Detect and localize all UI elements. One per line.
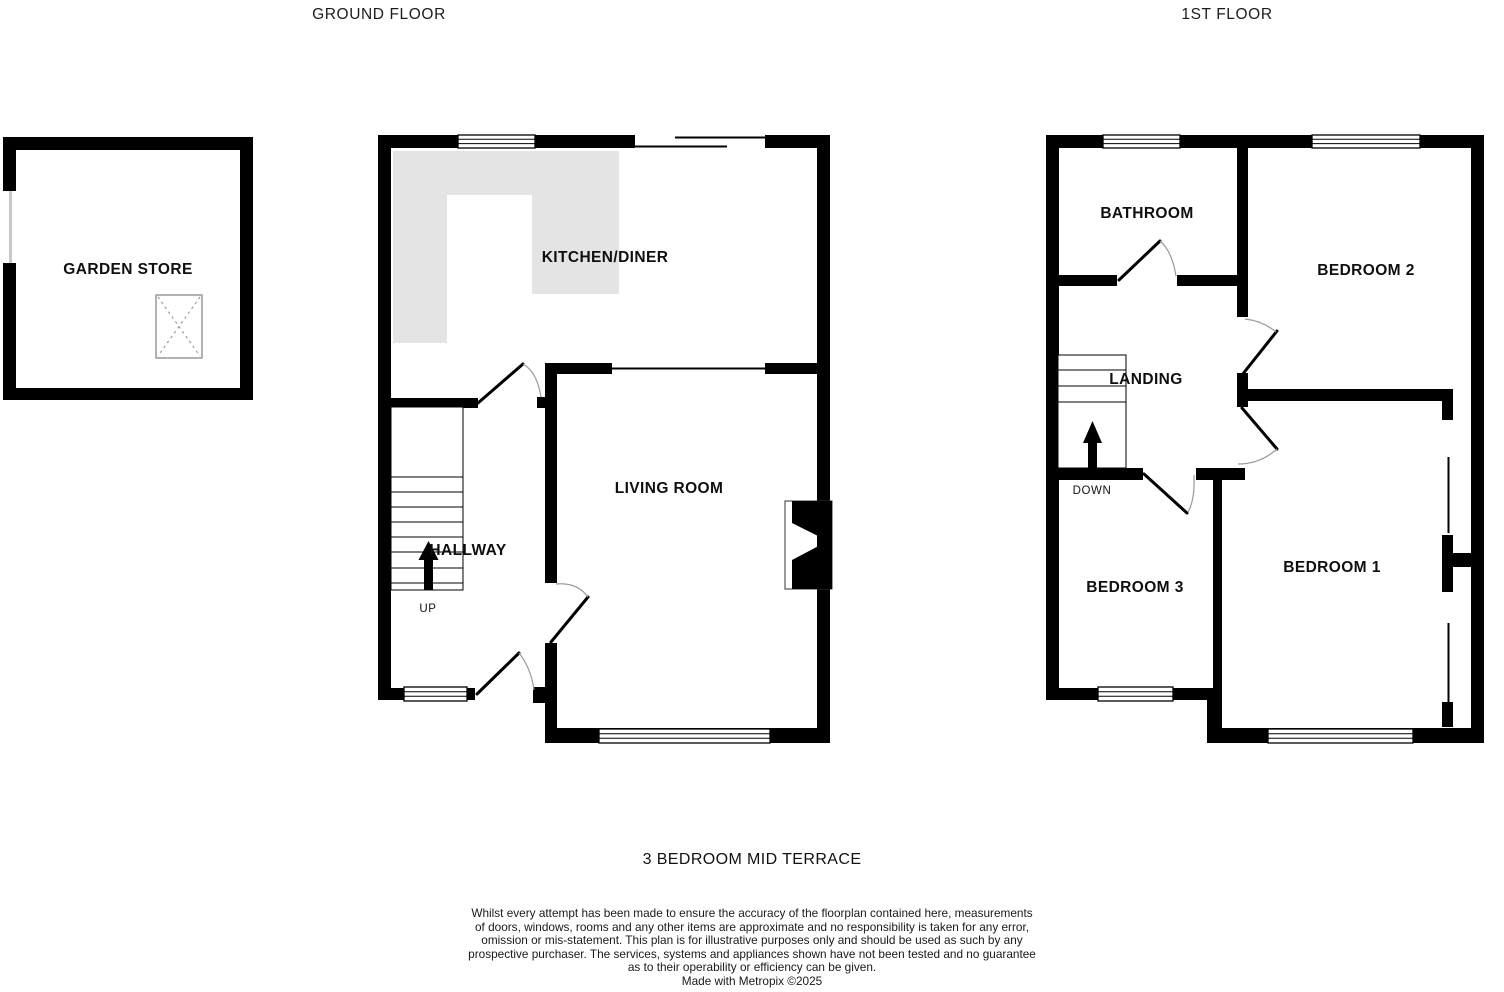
room-label-kitchen-diner: KITCHEN/DINER: [541, 249, 669, 266]
bedroom2-door-arc: [1245, 319, 1276, 332]
room-label-landing: LANDING: [1109, 371, 1183, 388]
wall: [533, 687, 557, 703]
bedroom1-door-arc: [1238, 449, 1277, 464]
wall: [817, 135, 830, 743]
wall: [3, 137, 253, 150]
disclaimer-line: Whilst every attempt has been made to ensure the accuracy of the floorplan contained here, measurements: [471, 906, 1033, 920]
wall: [378, 135, 458, 148]
room-label-living-room: LIVING ROOM: [614, 480, 724, 497]
room-label-bedroom3: BEDROOM 3: [1086, 579, 1184, 596]
wall: [765, 363, 830, 374]
down-arrow: [1088, 442, 1097, 470]
window: [599, 729, 770, 743]
window: [1103, 135, 1180, 148]
wall: [535, 135, 635, 148]
living-room-door-leaf: [551, 597, 588, 642]
bedroom3-door-leaf: [1144, 474, 1187, 513]
metropix-credit: Made with Metropix ©2025: [681, 973, 823, 988]
bathroom-door-arc: [1160, 241, 1176, 276]
disclaimer-text: [0, 907, 1504, 989]
up-label: UP: [419, 603, 437, 615]
wall: [1046, 135, 1059, 700]
wall: [1213, 480, 1222, 688]
front-door-leaf: [477, 653, 519, 694]
bedroom1-door-leaf: [1242, 408, 1277, 449]
down-label: DOWN: [1072, 485, 1112, 497]
ground-floor-plan: [378, 135, 832, 743]
ground-floor-title: GROUND FLOOR: [312, 6, 446, 23]
fireplace: [785, 501, 832, 589]
wall: [467, 688, 475, 700]
room-label-hallway: HALLWAY: [429, 542, 507, 559]
room-label-bedroom2: BEDROOM 2: [1317, 262, 1415, 279]
wall: [545, 363, 557, 583]
wall: [3, 137, 16, 191]
bathroom-door-leaf: [1119, 241, 1160, 280]
staircase-up: [391, 407, 463, 590]
wall: [378, 135, 391, 700]
wall: [3, 263, 16, 400]
kitchen-door-leaf: [478, 364, 523, 403]
wall: [1046, 275, 1117, 286]
bedroom2-door-leaf: [1242, 331, 1277, 375]
first-floor-title: 1ST FLOOR: [1181, 6, 1273, 23]
disclaimer-line: of doors, windows, rooms and any other items are approximate and no responsibility is taken for any error,: [474, 919, 1030, 934]
first-floor-plan: [1046, 135, 1484, 743]
property-type-heading: 3 BEDROOM MID TERRACE: [642, 851, 862, 868]
wall: [1237, 389, 1453, 401]
wall: [378, 688, 404, 700]
garden-store-room: [3, 137, 253, 400]
wall: [1046, 135, 1103, 148]
wall: [1196, 468, 1245, 480]
window: [404, 687, 467, 701]
front-door-arc: [519, 653, 534, 690]
room-label-bedroom1: BEDROOM 1: [1283, 559, 1381, 576]
room-label-bathroom: BATHROOM: [1100, 205, 1194, 222]
wall: [1471, 135, 1484, 743]
disclaimer-line: as to their operability or efficiency can be given.: [627, 960, 877, 975]
up-arrow: [424, 558, 433, 590]
wall: [1177, 275, 1248, 286]
garden-store-door: [9, 191, 12, 263]
disclaimer-line: prospective purchaser. The services, systems and appliances shown have not been tested and no guarantee: [468, 946, 1036, 961]
kitchen-door-arc: [523, 364, 541, 397]
wall: [240, 137, 253, 400]
window: [458, 135, 535, 148]
bedroom3-door-arc: [1188, 475, 1194, 512]
disclaimer-line: omission or mis-statement. This plan is for illustrative purposes only and should be used as such by any: [481, 933, 1023, 948]
window: [1098, 687, 1173, 701]
room-label-garden-store: GARDEN STORE: [63, 261, 193, 278]
wall: [3, 388, 253, 400]
kitchen-counter: [393, 151, 619, 343]
window: [1268, 729, 1413, 743]
window: [1312, 135, 1420, 148]
living-room-door-arc: [556, 584, 588, 597]
wall: [1237, 135, 1248, 317]
